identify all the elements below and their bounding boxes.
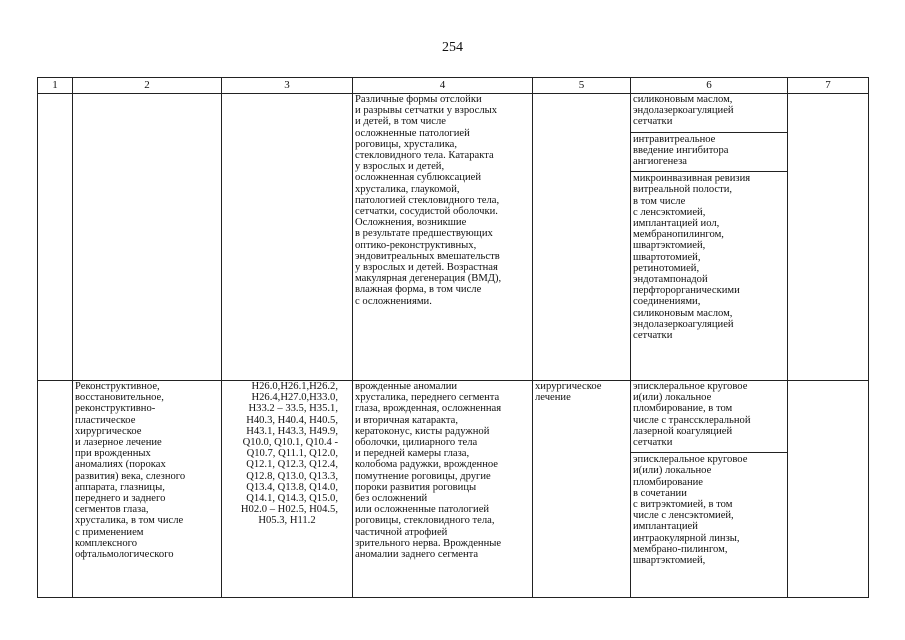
text-line: лечение (535, 392, 571, 404)
text-line: без осложнений (355, 493, 428, 505)
text-line: пороки развития роговицы (355, 481, 477, 493)
text-line: Различные формы отслойки (355, 94, 482, 105)
text-line: швартэктомией, (633, 240, 706, 252)
procedure-block (631, 453, 787, 570)
text-line: хрусталика, глаукомой, (355, 183, 460, 195)
text-line: Q12.8, Q13.0, Q13.3, (246, 470, 338, 482)
procedure-block (631, 94, 787, 133)
cell-cost (788, 381, 869, 598)
text-line: эписклеральное круговое (633, 381, 748, 392)
text-line: хрусталика, в том числе (75, 515, 184, 527)
text-line: лазерной коагуляцией (633, 425, 733, 437)
column-number: 7 (788, 78, 869, 94)
procedure-block (631, 381, 787, 453)
text-line: реконструктивно- (75, 403, 156, 415)
page-number: 254 (442, 40, 463, 55)
text-line: эндолазеркоагуляцией (633, 105, 734, 117)
text-line: введение ингибитора (633, 144, 729, 156)
cell-procedures (631, 381, 788, 598)
table-row (38, 381, 869, 598)
text-line: развития) века, слезного (75, 470, 186, 482)
text-line: сегментов глаза, (75, 504, 149, 516)
text-line: Осложнения, возникшие (355, 217, 467, 229)
text-line: аномалиях (пороках (75, 459, 166, 471)
procedure-block (631, 172, 787, 345)
text-line: переднего и заднего (75, 493, 166, 505)
text-line: числе с транссклеральной (633, 414, 751, 426)
text-line: частичной атрофией (355, 526, 448, 538)
text-line: зрительного нерва. Врожденные (355, 537, 502, 549)
text-line: у взрослых и детей. Возрастная (355, 262, 498, 274)
text-line: с осложнениями. (355, 295, 432, 307)
text-line: и(или) локальное (633, 392, 712, 404)
text-line: Q10.7, Q11.1, Q12.0, (246, 448, 338, 460)
text-line: восстановительное, (75, 392, 164, 404)
cell-icd-codes (222, 94, 353, 381)
table-row (38, 94, 869, 381)
cell-treatment-type (73, 381, 222, 598)
text-line: оболочки, цилиарного тела (355, 437, 478, 449)
text-line: H26.4,H27.0,H33.0, (251, 392, 338, 404)
cell-treatment-type (73, 94, 222, 381)
text-line: интраокулярной линзы, (633, 532, 740, 544)
text-line: офтальмологического (75, 549, 174, 561)
text-line: комплексного (75, 537, 137, 549)
text-line: помутнение роговицы, другие (355, 470, 491, 482)
text-line: Реконструктивное, (75, 381, 160, 392)
text-line: оптико-реконструктивных, (355, 239, 477, 251)
cell-treatment-method (533, 381, 631, 598)
text-line: числе с ленсэктомией, (633, 510, 734, 522)
text-line: швартотомией, (633, 251, 701, 263)
text-line: соединениями, (633, 296, 701, 308)
text-line: с ленсэктомией, (633, 206, 706, 218)
text-line: имплантацией иол, (633, 218, 720, 230)
cell-diagnosis (353, 381, 533, 598)
text-line: сетчатки (633, 437, 673, 449)
text-line: пластическое (75, 414, 136, 426)
text-line: Q14.1, Q14.3, Q15.0, (246, 493, 338, 505)
cell-icd-codes (222, 381, 353, 598)
text-line: осложненные патологией (355, 127, 470, 139)
text-line: и вторичная катаракта, (355, 414, 459, 426)
text-line: или осложненные патологией (355, 504, 490, 516)
text-line: перфторорганическими (633, 285, 740, 297)
text-line: H40.3, H40.4, H40.5, (246, 414, 338, 426)
text-line: мембранопилингом, (633, 229, 724, 241)
text-line: интравитреальное (633, 133, 716, 145)
text-line: микроинвазивная ревизия (633, 173, 751, 185)
text-line: кератоконус, кисты радужной (355, 425, 490, 437)
text-line: сетчатки (633, 116, 673, 128)
text-line: патологией стекловидного тела, (355, 194, 500, 206)
text-line: ангиогенеза (633, 156, 687, 168)
text-line: в результате предшествующих (355, 228, 493, 240)
column-number: 5 (533, 78, 631, 94)
text-line: роговицы, хрусталика, (355, 138, 458, 150)
text-line: врожденные аномалии (355, 381, 458, 392)
column-number: 4 (353, 78, 533, 94)
text-line: пломбирование (633, 476, 704, 488)
text-line: эндолазеркоагуляцией (633, 318, 734, 330)
text-line: хирургическое (535, 381, 602, 392)
text-line: с применением (75, 526, 144, 538)
cell-number (38, 381, 73, 598)
text-line: макулярная дегенерация (ВМД), (355, 273, 502, 285)
text-line: колобома радужки, врожденное (355, 459, 499, 471)
text-line: Q10.0, Q10.1, Q10.4 - (242, 437, 338, 449)
text-line: H05.3, H11.2 (258, 515, 316, 527)
text-line: при врожденных (75, 448, 151, 460)
column-number: 1 (38, 78, 73, 94)
text-line: Q13.4, Q13.8, Q14.0, (246, 481, 338, 493)
medical-care-table (37, 77, 869, 598)
text-line: и передней камеры глаза, (355, 448, 470, 460)
text-line: в том числе (633, 195, 686, 207)
text-line: роговицы, стекловидного тела, (355, 515, 495, 527)
text-line: у взрослых и детей, (355, 161, 445, 173)
cell-cost (788, 94, 869, 381)
text-line: глаза, врожденная, осложненная (355, 403, 502, 415)
text-line: осложненная сублюксацией (355, 172, 482, 184)
text-line: имплантацией (633, 521, 698, 533)
column-number: 6 (631, 78, 788, 94)
text-line: в сочетании (633, 487, 687, 499)
text-line: и разрывы сетчатки у взрослых (355, 105, 498, 117)
text-line: хрусталика, переднего сегмента (355, 392, 500, 404)
text-line: витреальной полости, (633, 184, 733, 196)
text-line: и детей, в том числе (355, 116, 446, 128)
text-line: швартэктомией, (633, 555, 706, 567)
text-line: сетчатки (633, 330, 673, 342)
text-line: H02.0 – H02.5, H04.5, (240, 504, 338, 516)
text-line: H43.1, H43.3, H49.9, (246, 425, 338, 437)
column-number: 2 (73, 78, 222, 94)
text-line: ретинотомией, (633, 262, 700, 274)
cell-procedures (631, 94, 788, 381)
text-line: мембрано-пилингом, (633, 543, 728, 555)
text-line: силиконовым маслом, (633, 94, 733, 105)
text-line: с витрэктомией, в том (633, 499, 733, 511)
text-line: эписклеральное круговое (633, 454, 748, 466)
procedure-block (631, 133, 787, 173)
column-number-row (38, 78, 869, 94)
text-line: силиконовым маслом, (633, 307, 733, 319)
cell-treatment-method (533, 94, 631, 381)
text-line: влажная форма, в том числе (355, 284, 482, 296)
text-line: H26.0,H26.1,H26.2, (251, 381, 338, 392)
text-line: эндовитреальных вмешательств (355, 250, 500, 262)
text-line: аномалии заднего сегмента (355, 549, 479, 561)
text-line: хирургическое (75, 425, 142, 437)
text-line: H33.2 – 33.5, H35.1, (248, 403, 338, 415)
text-line: аппарата, глазницы, (75, 481, 165, 493)
cell-diagnosis (353, 94, 533, 381)
text-line: Q12.1, Q12.3, Q12.4, (246, 459, 338, 471)
text-line: сетчатки, сосудистой оболочки. (355, 206, 498, 218)
cell-number (38, 94, 73, 381)
text-line: и(или) локальное (633, 465, 712, 477)
text-line: эндотампонадой (633, 274, 708, 286)
text-line: стекловидного тела. Катаракта (355, 150, 494, 162)
text-line: пломбирование, в том (633, 403, 733, 415)
column-number: 3 (222, 78, 353, 94)
text-line: и лазерное лечение (75, 437, 162, 449)
